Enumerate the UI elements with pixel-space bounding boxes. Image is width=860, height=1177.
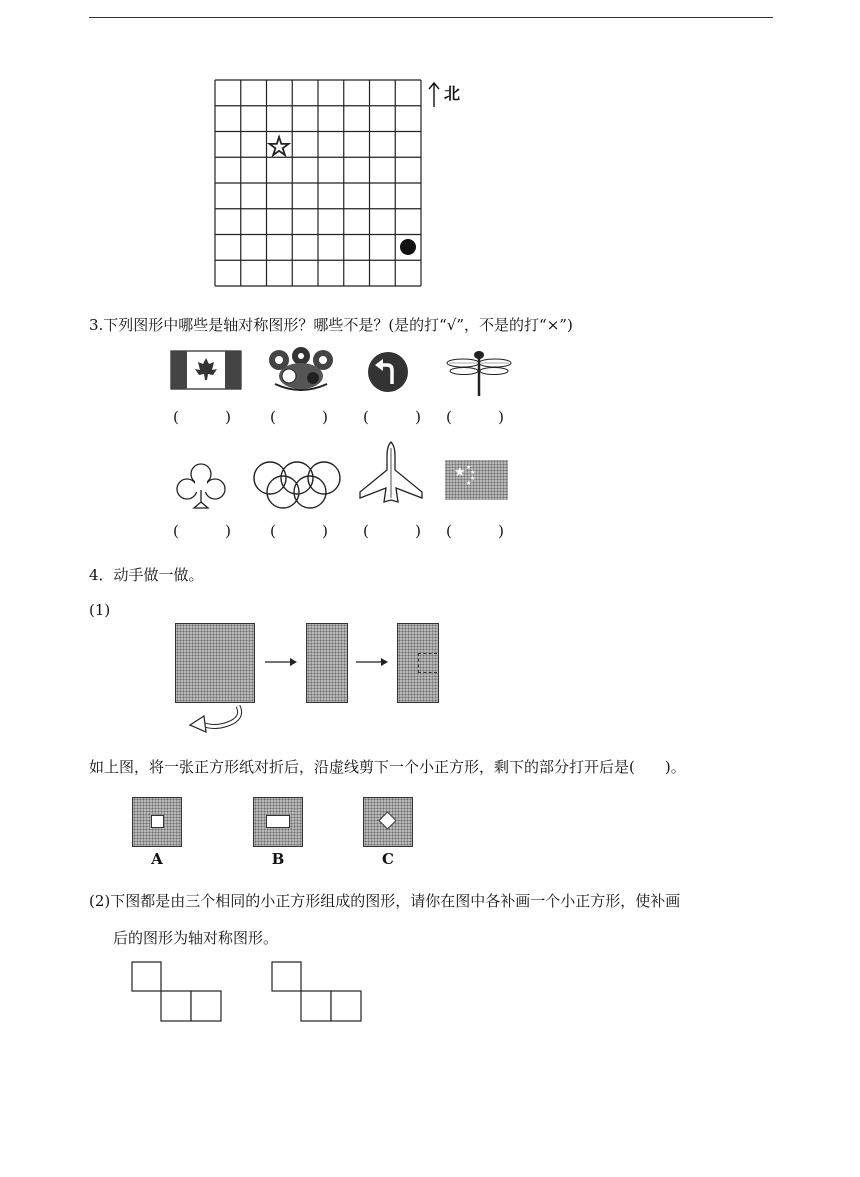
svg-text:★: ★	[454, 465, 466, 480]
answer-paren[interactable]: ( )	[446, 522, 504, 540]
svg-text:★: ★	[466, 464, 472, 471]
airplane-icon	[356, 440, 426, 506]
fold-arrow-icon	[188, 702, 244, 734]
dot-marker	[400, 239, 416, 255]
q4-part1-text: 如上图，将一张正方形纸对折后，沿虚线剪下一个小正方形，剩下的部分打开后是( )。	[89, 758, 686, 776]
arrow-right-icon	[355, 656, 389, 668]
north-arrow-icon	[427, 80, 441, 108]
olympic-rings-icon	[251, 460, 343, 510]
turn-sign-icon	[367, 351, 409, 393]
folded-paper-cut	[397, 623, 439, 703]
arrow-right-icon	[264, 656, 298, 668]
option-b-figure[interactable]	[253, 797, 303, 847]
q4-part2-line2: 后的图形为轴对称图形。	[113, 929, 279, 947]
club-icon	[174, 462, 228, 510]
canada-flag-icon	[170, 350, 242, 390]
option-label: C	[382, 850, 394, 868]
answer-paren[interactable]: ( )	[173, 522, 231, 540]
china-flag-icon	[445, 460, 508, 500]
dragonfly-icon	[445, 348, 513, 398]
answer-paren[interactable]: ( )	[270, 408, 328, 426]
north-label: 北	[444, 84, 461, 103]
answer-paren[interactable]: ( )	[446, 408, 504, 426]
svg-text:★: ★	[470, 469, 476, 476]
option-c-figure[interactable]	[363, 797, 413, 847]
answer-paren[interactable]: ( )	[363, 522, 421, 540]
option-a-figure[interactable]	[132, 797, 182, 847]
q4-part1-label: (1)	[89, 601, 111, 619]
q4-title: 4．动手做一做。	[89, 566, 204, 584]
paper-square	[175, 623, 255, 703]
tromino-figure-1[interactable]	[131, 961, 223, 1023]
header-rule	[89, 17, 773, 18]
option-label: B	[271, 850, 285, 868]
tromino-figure-2[interactable]	[271, 961, 363, 1023]
svg-text:★: ★	[470, 475, 476, 482]
answer-paren[interactable]: ( )	[270, 522, 328, 540]
cut-line	[418, 653, 437, 673]
direction-grid	[213, 78, 425, 290]
answer-paren[interactable]: ( )	[363, 408, 421, 426]
svg-text:★: ★	[466, 480, 472, 487]
option-label: A	[151, 850, 163, 868]
answer-paren[interactable]: ( )	[173, 408, 231, 426]
flowers-icon	[265, 346, 337, 394]
folded-paper	[306, 623, 348, 703]
q3-text: 3.下列图形中哪些是轴对称图形？哪些不是？(是的打“√”，不是的打“×”)	[89, 316, 573, 334]
star-icon: ☆	[266, 130, 292, 163]
q4-part2-line1: (2)下图都是由三个相同的小正方形组成的图形，请你在图中各补画一个小正方形，使补画	[89, 892, 681, 910]
